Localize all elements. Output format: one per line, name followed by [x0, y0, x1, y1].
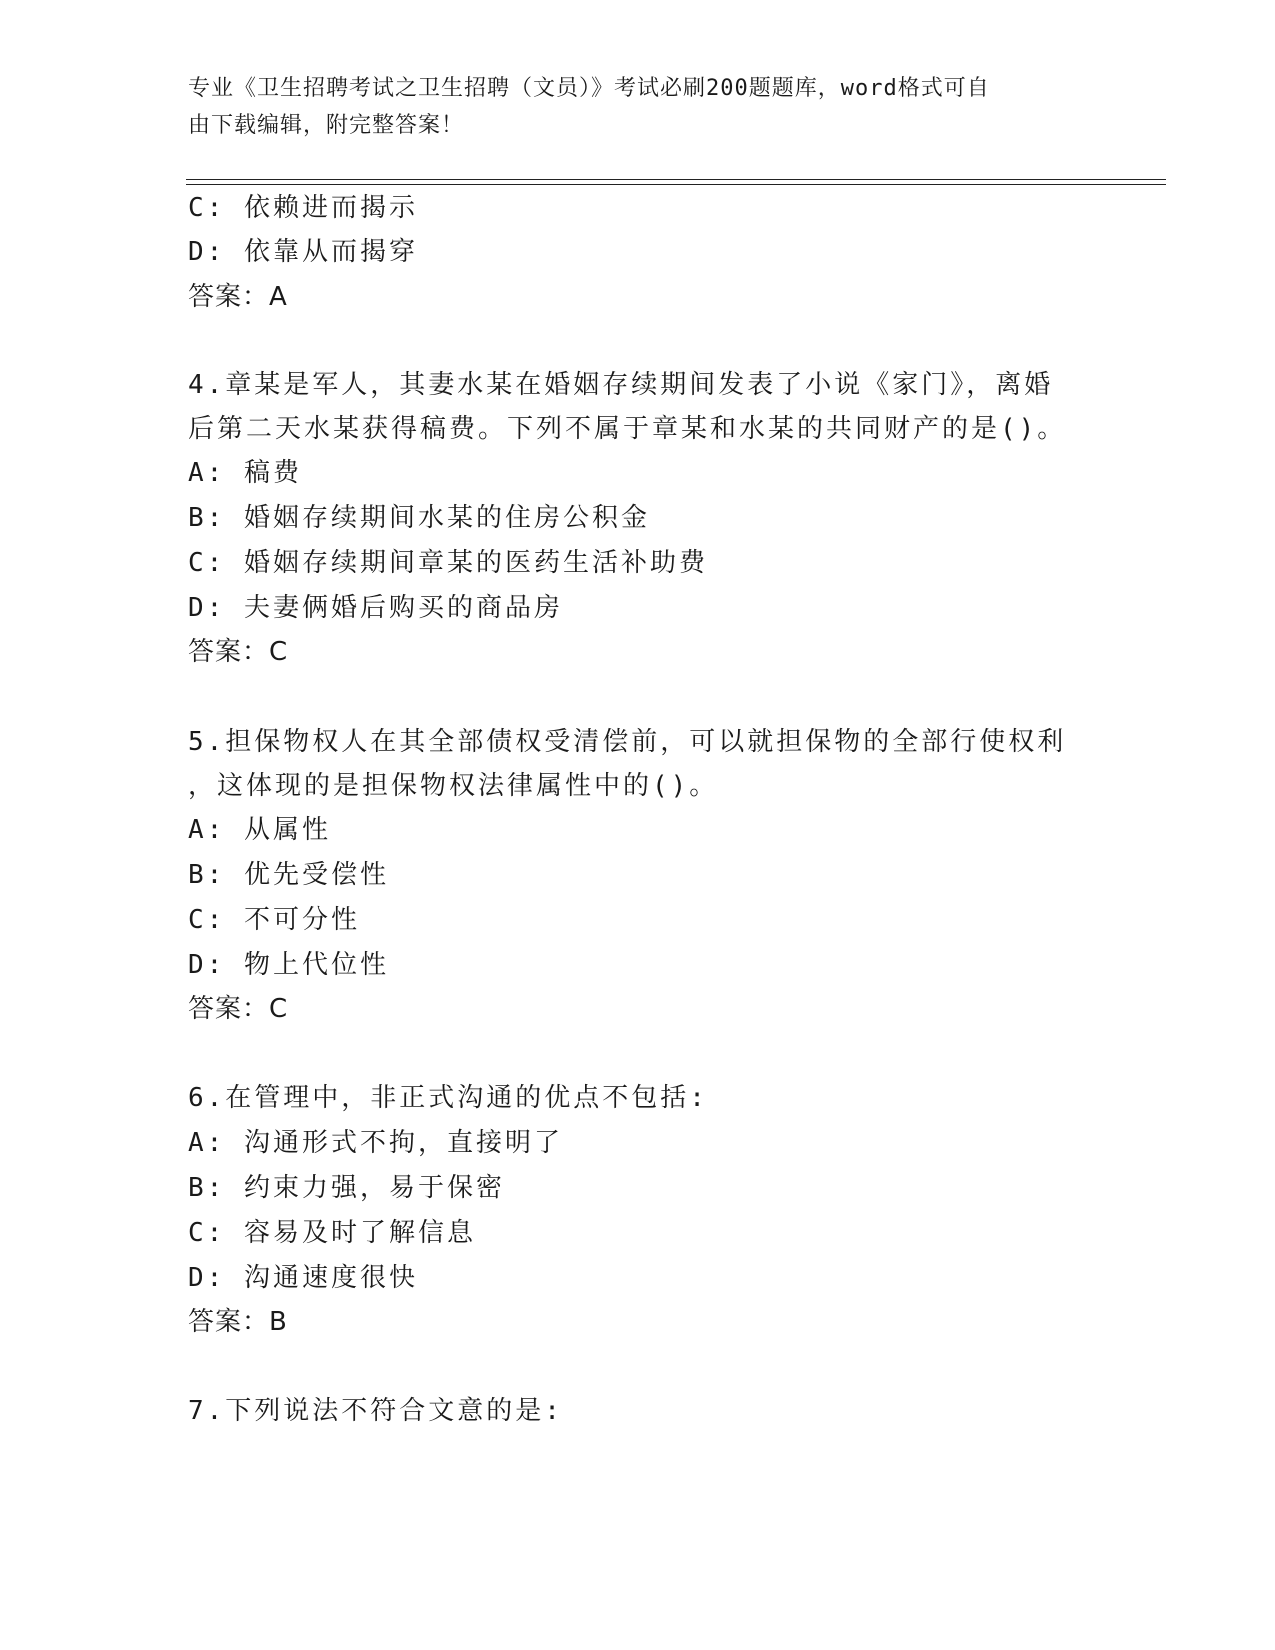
q5-answer: 答案：C — [188, 994, 289, 1024]
q5-stem-line-1: 5.担保物权人在其全部债权受清偿前，可以就担保物的全部行使权利 — [188, 727, 1067, 757]
q6-stem-line-1: 6.在管理中，非正式沟通的优点不包括: — [188, 1083, 708, 1113]
q6-answer: 答案：B — [188, 1307, 288, 1337]
header-line-2: 由下载编辑，附完整答案！ — [188, 113, 465, 138]
q5-option-d: D: 物上代位性 — [188, 950, 389, 980]
q4-option-d: D: 夫妻俩婚后购买的商品房 — [188, 593, 563, 623]
q4-option-b: B: 婚姻存续期间水某的住房公积金 — [188, 503, 650, 533]
q4-stem-line-2: 后第二天水某获得稿费。下列不属于章某和水某的共同财产的是()。 — [188, 414, 1067, 444]
q3-option-d: D: 依靠从而揭穿 — [188, 237, 418, 267]
q5-option-c: C: 不可分性 — [188, 905, 360, 935]
q6-option-c: C: 容易及时了解信息 — [188, 1218, 476, 1248]
q3-option-c: C: 依赖进而揭示 — [188, 193, 418, 223]
q6-option-b: B: 约束力强，易于保密 — [188, 1173, 505, 1203]
q6-option-a: A: 沟通形式不拘，直接明了 — [188, 1128, 563, 1158]
q4-option-a: A: 稿费 — [188, 458, 302, 488]
q5-stem-line-2: ，这体现的是担保物权法律属性中的()。 — [188, 771, 719, 801]
q3-answer: 答案：A — [188, 282, 288, 312]
q4-stem-line-1: 4.章某是军人，其妻水某在婚姻存续期间发表了小说《家门》，离婚 — [188, 370, 1054, 400]
q5-option-b: B: 优先受偿性 — [188, 860, 389, 890]
q7-stem-line-1: 7.下列说法不符合文意的是: — [188, 1396, 563, 1426]
header-divider-bottom — [186, 184, 1166, 185]
header-line-1: 专业《卫生招聘考试之卫生招聘（文员）》考试必刷200题题库，word格式可自 — [188, 76, 990, 101]
q5-option-a: A: 从属性 — [188, 815, 331, 845]
q4-answer: 答案：C — [188, 637, 289, 667]
q6-option-d: D: 沟通速度很快 — [188, 1263, 418, 1293]
document-header — [188, 70, 1088, 144]
header-divider-top — [186, 179, 1166, 180]
q4-option-c: C: 婚姻存续期间章某的医药生活补助费 — [188, 548, 708, 578]
